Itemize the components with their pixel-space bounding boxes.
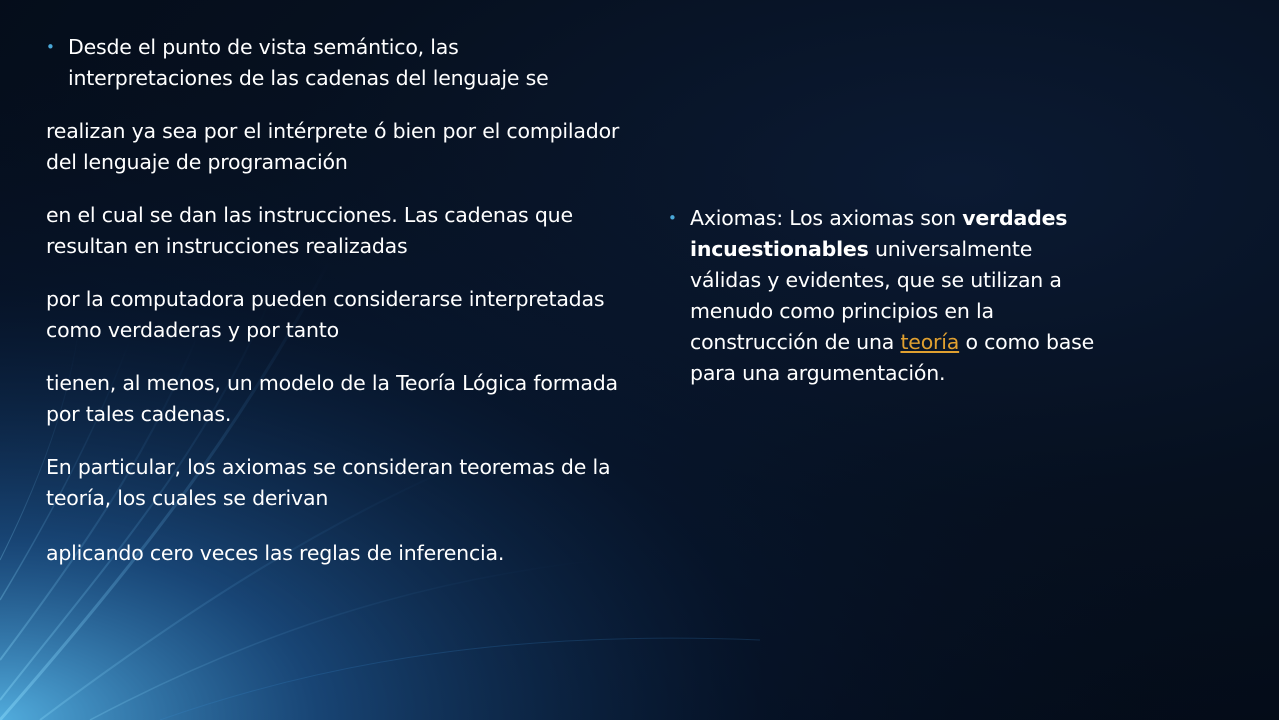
axiom-text-middle: universalmente válidas y evidentes, que se utilizan a menudo como principios en la construcción de una — [690, 237, 1062, 354]
axiom-definition — [690, 203, 1108, 389]
left-paragraph-5: En particular, los axiomas se consideran teoremas de la teoría, los cuales se derivan — [46, 455, 611, 510]
teoria-link[interactable]: teoría — [900, 330, 960, 354]
left-column — [46, 32, 621, 569]
axiom-bullet-item — [668, 203, 1108, 389]
bullet-icon: • — [668, 209, 677, 227]
bullet-icon: • — [46, 38, 55, 56]
left-bullet-text: Desde el punto de vista semántico, las interpretaciones de las cadenas del lenguaje se — [68, 35, 549, 90]
left-paragraph-6: aplicando cero veces las reglas de inferencia. — [46, 541, 505, 565]
axiom-text-prefix: Axiomas: Los axiomas son — [690, 206, 963, 230]
right-column — [668, 203, 1108, 389]
left-bullet-item — [46, 32, 621, 94]
left-paragraph-1: realizan ya sea por el intérprete ó bien por el compilador del lenguaje de programación — [46, 119, 620, 174]
left-paragraph-3: por la computadora pueden considerarse interpretadas como verdaderas y por tanto — [46, 287, 605, 342]
axiom-bold-phrase: verdades incuestionables — [690, 206, 1068, 261]
left-paragraph-4: tienen, al menos, un modelo de la Teoría Lógica formada por tales cadenas. — [46, 371, 618, 426]
axiom-text-suffix: o como base para una argumentación. — [690, 330, 1095, 385]
left-paragraph-2: en el cual se dan las instrucciones. Las cadenas que resultan en instrucciones realizadas — [46, 203, 573, 258]
